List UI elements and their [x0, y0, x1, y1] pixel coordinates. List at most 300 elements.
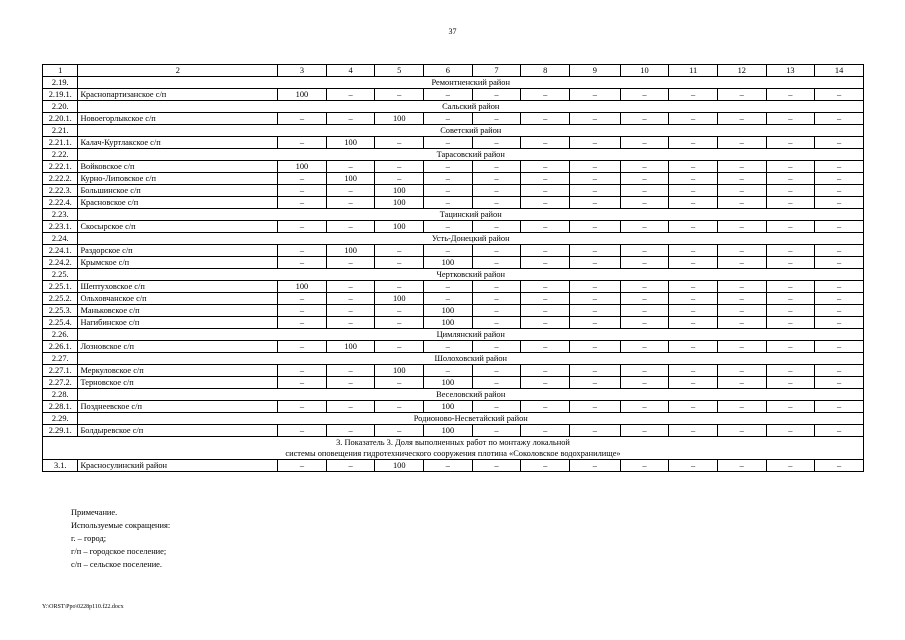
value-cell: – — [669, 377, 718, 389]
value-cell: – — [669, 221, 718, 233]
value-cell: – — [424, 365, 473, 377]
value-cell: – — [375, 257, 424, 269]
value-cell: – — [278, 365, 327, 377]
header-cell: 11 — [669, 65, 718, 77]
settlement-name: Терновское с/п — [78, 377, 278, 389]
value-cell: – — [669, 341, 718, 353]
value-cell: – — [521, 113, 570, 125]
district-row — [43, 233, 864, 245]
value-cell: – — [521, 257, 570, 269]
value-cell: – — [278, 197, 327, 209]
district-title: Ремонтненский район — [78, 77, 864, 89]
value-cell: – — [472, 460, 521, 472]
value-cell: – — [472, 89, 521, 101]
value-cell: – — [669, 281, 718, 293]
district-row — [43, 353, 864, 365]
row-number: 2.25.2. — [43, 293, 78, 305]
value-cell: – — [278, 137, 327, 149]
value-cell: – — [375, 401, 424, 413]
value-cell: 100 — [424, 257, 473, 269]
row-number: 2.19. — [43, 77, 78, 89]
header-cell: 5 — [375, 65, 424, 77]
value-cell: – — [815, 341, 864, 353]
table-row — [43, 113, 864, 125]
header-cell: 4 — [326, 65, 375, 77]
value-cell: – — [669, 257, 718, 269]
value-cell: – — [472, 293, 521, 305]
row-number: 2.25. — [43, 269, 78, 281]
value-cell: – — [521, 245, 570, 257]
table-row — [43, 305, 864, 317]
value-cell: – — [620, 173, 669, 185]
value-cell: – — [717, 341, 766, 353]
value-cell: – — [717, 401, 766, 413]
district-row — [43, 389, 864, 401]
row-number: 2.20. — [43, 101, 78, 113]
value-cell: – — [326, 293, 375, 305]
value-cell: – — [521, 281, 570, 293]
row-number: 2.22. — [43, 149, 78, 161]
settlement-name: Позднеевское с/п — [78, 401, 278, 413]
value-cell: – — [815, 425, 864, 437]
value-cell: – — [375, 161, 424, 173]
value-cell: – — [815, 185, 864, 197]
value-cell: – — [326, 281, 375, 293]
value-cell: – — [717, 257, 766, 269]
value-cell: – — [569, 113, 620, 125]
value-cell: – — [766, 137, 815, 149]
value-cell: – — [620, 460, 669, 472]
value-cell: – — [669, 197, 718, 209]
value-cell: – — [717, 365, 766, 377]
row-number: 2.27.2. — [43, 377, 78, 389]
value-cell: – — [669, 185, 718, 197]
district-title: Шолоховский район — [78, 353, 864, 365]
row-number: 2.26. — [43, 329, 78, 341]
value-cell: – — [521, 293, 570, 305]
value-cell: – — [669, 365, 718, 377]
table-row — [43, 89, 864, 101]
value-cell: – — [717, 460, 766, 472]
row-number: 2.20.1. — [43, 113, 78, 125]
value-cell: – — [620, 293, 669, 305]
value-cell: – — [521, 137, 570, 149]
settlement-name: Войковское с/п — [78, 161, 278, 173]
notes-line: г. – город; — [71, 534, 107, 543]
value-cell: – — [766, 425, 815, 437]
value-cell: – — [620, 305, 669, 317]
indicator-title-line: 3. Показатель 3. Доля выполненных работ по монтажу локальной — [336, 438, 570, 447]
value-cell: – — [717, 377, 766, 389]
indicator-table — [42, 64, 864, 472]
value-cell: – — [521, 377, 570, 389]
header-row — [43, 65, 864, 77]
value-cell: – — [278, 305, 327, 317]
value-cell: – — [717, 293, 766, 305]
value-cell: – — [620, 401, 669, 413]
row-number: 2.22.4. — [43, 197, 78, 209]
value-cell: – — [424, 293, 473, 305]
value-cell: – — [326, 305, 375, 317]
value-cell: – — [717, 185, 766, 197]
value-cell: – — [766, 221, 815, 233]
value-cell: – — [521, 401, 570, 413]
value-cell: – — [766, 401, 815, 413]
value-cell: – — [326, 185, 375, 197]
value-cell: – — [815, 245, 864, 257]
indicator-row — [43, 437, 864, 460]
district-row — [43, 101, 864, 113]
settlement-name: Меркуловское с/п — [78, 365, 278, 377]
settlement-name: Краснопартизанское с/п — [78, 89, 278, 101]
notes-line: с/п – сельское поселение. — [71, 560, 162, 569]
value-cell: – — [766, 460, 815, 472]
header-cell: 12 — [717, 65, 766, 77]
value-cell: – — [375, 317, 424, 329]
table-row — [43, 173, 864, 185]
value-cell: – — [278, 113, 327, 125]
settlement-name: Красновское с/п — [78, 197, 278, 209]
value-cell: – — [669, 113, 718, 125]
value-cell: – — [669, 317, 718, 329]
table-row — [43, 245, 864, 257]
row-number: 2.24. — [43, 233, 78, 245]
value-cell: – — [620, 185, 669, 197]
value-cell: 100 — [326, 341, 375, 353]
value-cell: – — [815, 113, 864, 125]
value-cell: – — [766, 377, 815, 389]
value-cell: – — [717, 245, 766, 257]
table-row — [43, 221, 864, 233]
value-cell: – — [278, 317, 327, 329]
value-cell: – — [569, 401, 620, 413]
value-cell: – — [620, 113, 669, 125]
value-cell: – — [815, 89, 864, 101]
value-cell: – — [278, 173, 327, 185]
value-cell: – — [669, 305, 718, 317]
value-cell: – — [375, 137, 424, 149]
value-cell: – — [717, 317, 766, 329]
district-title: Советский район — [78, 125, 864, 137]
value-cell: – — [815, 401, 864, 413]
value-cell: – — [620, 365, 669, 377]
value-cell: – — [521, 305, 570, 317]
district-title: Цимлянский район — [78, 329, 864, 341]
value-cell: – — [766, 293, 815, 305]
value-cell: – — [472, 113, 521, 125]
value-cell: – — [472, 401, 521, 413]
row-number: 2.24.2. — [43, 257, 78, 269]
value-cell: – — [766, 281, 815, 293]
value-cell: 100 — [424, 401, 473, 413]
value-cell: – — [326, 161, 375, 173]
district-row — [43, 125, 864, 137]
value-cell: – — [569, 341, 620, 353]
value-cell: – — [472, 245, 521, 257]
value-cell: – — [766, 365, 815, 377]
value-cell: – — [521, 317, 570, 329]
settlement-name: Скосырское с/п — [78, 221, 278, 233]
header-cell: 3 — [278, 65, 327, 77]
value-cell: – — [472, 365, 521, 377]
value-cell: – — [278, 460, 327, 472]
table-row — [43, 377, 864, 389]
value-cell: – — [620, 245, 669, 257]
value-cell: – — [326, 89, 375, 101]
value-cell: – — [569, 173, 620, 185]
value-cell: – — [472, 305, 521, 317]
row-number: 2.25.1. — [43, 281, 78, 293]
value-cell: 100 — [375, 185, 424, 197]
value-cell: 100 — [375, 460, 424, 472]
header-cell: 13 — [766, 65, 815, 77]
value-cell: – — [717, 113, 766, 125]
value-cell: – — [815, 281, 864, 293]
value-cell: – — [815, 161, 864, 173]
value-cell: – — [375, 341, 424, 353]
table-row — [43, 293, 864, 305]
value-cell: 100 — [375, 293, 424, 305]
value-cell: – — [717, 425, 766, 437]
value-cell: – — [472, 377, 521, 389]
value-cell: – — [766, 161, 815, 173]
value-cell: – — [326, 365, 375, 377]
row-number: 3.1. — [43, 460, 78, 472]
table-row — [43, 137, 864, 149]
value-cell: – — [375, 89, 424, 101]
value-cell: – — [278, 245, 327, 257]
value-cell: 100 — [326, 137, 375, 149]
value-cell: – — [620, 197, 669, 209]
value-cell: – — [569, 221, 620, 233]
row-number: 2.23. — [43, 209, 78, 221]
value-cell: – — [472, 161, 521, 173]
district-title: Тацинский район — [78, 209, 864, 221]
value-cell: – — [521, 341, 570, 353]
row-number: 2.21. — [43, 125, 78, 137]
row-number: 2.22.3. — [43, 185, 78, 197]
value-cell: – — [326, 377, 375, 389]
district-title: Усть-Донецкий район — [78, 233, 864, 245]
value-cell: – — [278, 293, 327, 305]
value-cell: – — [766, 305, 815, 317]
value-cell: – — [620, 221, 669, 233]
value-cell: – — [569, 257, 620, 269]
settlement-name: Раздорское с/п — [78, 245, 278, 257]
value-cell: – — [278, 257, 327, 269]
row-number: 2.28. — [43, 389, 78, 401]
district-title: Сальский район — [78, 101, 864, 113]
header-cell: 9 — [569, 65, 620, 77]
settlement-name: Нагибинское с/п — [78, 317, 278, 329]
notes-line: г/п – городское поселение; — [71, 547, 167, 556]
value-cell: – — [717, 197, 766, 209]
value-cell: – — [375, 305, 424, 317]
value-cell: – — [521, 89, 570, 101]
value-cell: – — [815, 173, 864, 185]
value-cell: 100 — [424, 305, 473, 317]
value-cell: 100 — [375, 365, 424, 377]
table-row — [43, 257, 864, 269]
value-cell: – — [815, 377, 864, 389]
file-path-footer: Y:\ORST\Ppo\0228p110.f22.docx — [42, 604, 124, 610]
district-title: Веселовский район — [78, 389, 864, 401]
value-cell: – — [424, 89, 473, 101]
header-cell: 10 — [620, 65, 669, 77]
value-cell: – — [569, 425, 620, 437]
settlement-name: Маньковское с/п — [78, 305, 278, 317]
value-cell: – — [815, 197, 864, 209]
value-cell: – — [521, 221, 570, 233]
value-cell: – — [424, 245, 473, 257]
value-cell: – — [424, 221, 473, 233]
value-cell: – — [620, 341, 669, 353]
value-cell: – — [717, 305, 766, 317]
value-cell: 100 — [375, 113, 424, 125]
settlement-name: Курно-Липовское с/п — [78, 173, 278, 185]
value-cell: – — [326, 197, 375, 209]
value-cell: – — [669, 401, 718, 413]
value-cell: – — [472, 173, 521, 185]
value-cell: – — [620, 425, 669, 437]
table-row — [43, 425, 864, 437]
value-cell: – — [521, 460, 570, 472]
value-cell: 100 — [375, 221, 424, 233]
value-cell: – — [521, 173, 570, 185]
value-cell: – — [569, 317, 620, 329]
value-cell: 100 — [278, 89, 327, 101]
settlement-name: Шептуховское с/п — [78, 281, 278, 293]
value-cell: – — [424, 161, 473, 173]
value-cell: – — [620, 161, 669, 173]
value-cell: 100 — [424, 377, 473, 389]
value-cell: – — [766, 173, 815, 185]
value-cell: – — [766, 89, 815, 101]
value-cell: – — [620, 377, 669, 389]
value-cell: – — [326, 317, 375, 329]
row-number: 2.19.1. — [43, 89, 78, 101]
settlement-name: Большинское с/п — [78, 185, 278, 197]
page-number: 37 — [448, 27, 457, 36]
value-cell: – — [472, 137, 521, 149]
district-row — [43, 269, 864, 281]
value-cell: – — [278, 221, 327, 233]
value-cell: – — [815, 460, 864, 472]
table-row — [43, 460, 864, 472]
value-cell: – — [766, 197, 815, 209]
value-cell: – — [472, 185, 521, 197]
value-cell: – — [717, 137, 766, 149]
row-number: 2.22.2. — [43, 173, 78, 185]
value-cell: – — [375, 377, 424, 389]
indicator-title-line: системы оповещения гидротехнического сооружения плотина «Соколовское водохранилище» — [285, 449, 621, 458]
notes-line: Используемые сокращения: — [71, 521, 171, 530]
row-number: 2.21.1. — [43, 137, 78, 149]
value-cell: – — [766, 317, 815, 329]
table-row — [43, 341, 864, 353]
value-cell: – — [815, 221, 864, 233]
settlement-name: Лозновское с/п — [78, 341, 278, 353]
header-cell: 6 — [424, 65, 473, 77]
value-cell: 100 — [424, 317, 473, 329]
row-number: 2.24.1. — [43, 245, 78, 257]
value-cell: – — [569, 293, 620, 305]
district-row — [43, 209, 864, 221]
value-cell: – — [620, 89, 669, 101]
value-cell: – — [569, 305, 620, 317]
value-cell: – — [472, 317, 521, 329]
district-row — [43, 149, 864, 161]
value-cell: – — [766, 257, 815, 269]
value-cell: – — [424, 113, 473, 125]
header-cell: 14 — [815, 65, 864, 77]
table-row — [43, 281, 864, 293]
value-cell: – — [521, 161, 570, 173]
district-title: Тарасовский район — [78, 149, 864, 161]
value-cell: – — [278, 401, 327, 413]
value-cell: – — [620, 281, 669, 293]
value-cell: – — [521, 365, 570, 377]
row-number: 2.29.1. — [43, 425, 78, 437]
row-number: 2.29. — [43, 413, 78, 425]
value-cell: – — [326, 425, 375, 437]
value-cell: – — [766, 113, 815, 125]
value-cell: – — [326, 221, 375, 233]
value-cell: – — [815, 365, 864, 377]
value-cell: – — [569, 185, 620, 197]
row-number: 2.26.1. — [43, 341, 78, 353]
value-cell: – — [569, 365, 620, 377]
value-cell: – — [569, 197, 620, 209]
header-cell: 7 — [472, 65, 521, 77]
district-title: Чертковский район — [78, 269, 864, 281]
header-cell: 8 — [521, 65, 570, 77]
settlement-name: Крымское с/п — [78, 257, 278, 269]
value-cell: – — [815, 305, 864, 317]
value-cell: – — [278, 341, 327, 353]
value-cell: – — [521, 425, 570, 437]
indicator-title — [43, 437, 864, 460]
value-cell: – — [669, 173, 718, 185]
value-cell: – — [669, 137, 718, 149]
value-cell: – — [424, 173, 473, 185]
value-cell: – — [620, 257, 669, 269]
table-row — [43, 317, 864, 329]
row-number: 2.27.1. — [43, 365, 78, 377]
header-cell: 2 — [78, 65, 278, 77]
value-cell: – — [669, 460, 718, 472]
value-cell: – — [569, 281, 620, 293]
value-cell: – — [669, 425, 718, 437]
value-cell: – — [472, 257, 521, 269]
value-cell: 100 — [375, 197, 424, 209]
value-cell: – — [472, 341, 521, 353]
value-cell: 100 — [424, 425, 473, 437]
district-row — [43, 413, 864, 425]
value-cell: – — [326, 257, 375, 269]
value-cell: – — [326, 401, 375, 413]
value-cell: – — [569, 161, 620, 173]
value-cell: 100 — [326, 245, 375, 257]
value-cell: – — [569, 460, 620, 472]
header-cell: 1 — [43, 65, 78, 77]
settlement-name: Новоегорлыкское с/п — [78, 113, 278, 125]
value-cell: – — [717, 173, 766, 185]
value-cell: – — [717, 281, 766, 293]
value-cell: – — [815, 257, 864, 269]
value-cell: – — [375, 425, 424, 437]
value-cell: – — [424, 185, 473, 197]
